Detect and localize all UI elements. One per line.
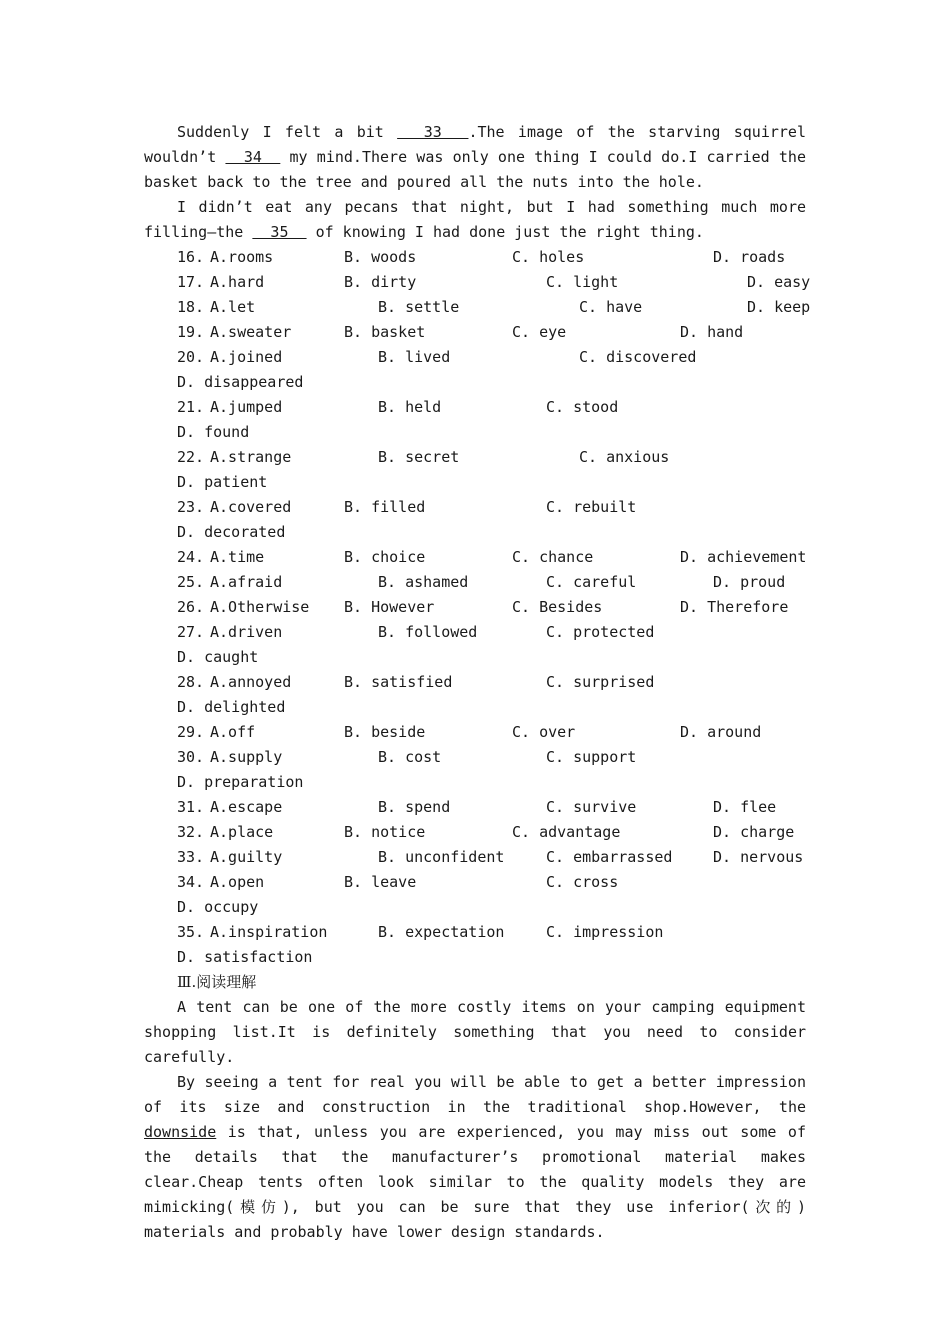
question-number: 26. [177,598,205,616]
option-b: B. ashamed [378,573,469,591]
question-number: 29. [177,723,205,741]
option-d: D. found [177,423,250,441]
question-28 [144,670,806,695]
option-b: B. settle [378,298,460,316]
option-a: A.inspiration [210,923,328,941]
option-c: C. rebuilt [546,498,637,516]
option-b: B. lived [378,348,451,366]
option-d: D. easy [747,273,811,291]
question-number: 16. [177,248,205,266]
option-d: D. keep [747,298,811,316]
option-c: C. discovered [579,348,697,366]
section-title: Ⅲ.阅读理解 [177,973,257,991]
option-d: D. satisfaction [177,948,313,966]
option-c: C. embarrassed [546,848,673,866]
option-a: A.sweater [210,323,292,341]
option-c: C. cross [546,873,619,891]
text-run: I didn’t eat any pecans that night, but I had something much more filling—the [144,198,806,241]
reading-paragraph-2 [144,1070,806,1245]
text-run: my mind.There was only one thing I could do.I carried the basket back to the tree and poured all the nuts into the hole. [144,148,806,191]
option-d: D. hand [680,323,744,341]
option-b: B. filled [344,498,426,516]
option-d: D. proud [713,573,786,591]
text-run: Suddenly I felt a bit [177,123,398,141]
question-16 [144,245,806,270]
option-c: C. holes [512,248,585,266]
option-c: C. stood [546,398,619,416]
option-a: A.jumped [210,398,283,416]
question-number: 21. [177,398,205,416]
option-c: C. over [512,723,576,741]
option-c: C. eye [512,323,567,341]
option-b: B. unconfident [378,848,505,866]
question-22 [144,445,806,470]
option-c: C. survive [546,798,637,816]
question-18 [144,295,811,320]
option-b: B. cost [378,748,442,766]
option-a: A.covered [210,498,292,516]
option-b: B. held [378,398,442,416]
question-25 [144,570,806,595]
option-d: D. delighted [177,698,286,716]
text-run: of knowing I had done just the right thing. [306,223,704,241]
option-c: C. Besides [512,598,603,616]
option-b: B. woods [344,248,417,266]
question-27 [144,620,806,645]
question-29 [144,720,806,745]
question-34 [144,870,806,895]
option-c: C. anxious [579,448,670,466]
option-d: D. roads [713,248,786,266]
blank-35: 35 [252,223,307,241]
option-a: A.rooms [210,248,274,266]
option-d: D. around [680,723,762,741]
option-c: C. have [579,298,643,316]
question-33 [144,845,806,870]
question-26 [144,595,806,620]
option-b: B. expectation [378,923,505,941]
option-a: A.open [210,873,265,891]
question-21 [144,395,806,420]
question-23 [144,495,806,520]
option-b: B. secret [378,448,460,466]
option-c: C. careful [546,573,637,591]
option-a: A.escape [210,798,283,816]
question-number: 23. [177,498,205,516]
question-number: 24. [177,548,205,566]
option-b: B. However [344,598,435,616]
option-d: D. nervous [713,848,804,866]
question-number: 22. [177,448,205,466]
option-b: B. spend [378,798,451,816]
option-a: A.afraid [210,573,283,591]
option-b: B. notice [344,823,426,841]
option-d: D. charge [713,823,795,841]
option-a: A.driven [210,623,283,641]
text-run: By seeing a tent for real you will be able to get a better impression of its size and construction in the traditional shop.However, the [144,1073,806,1116]
option-a: A.time [210,548,265,566]
option-b: B. dirty [344,273,417,291]
text-run: is that, unless you are experienced, you may miss out some of the details that the manufacturer’s promotional material makes clear.Cheap tents often look similar to the quality models they are mimicking(模仿), but you can be sure that they use inferior(次的) materials and probably have lower design standards. [144,1123,806,1241]
underlined-word-downside: downside [144,1123,217,1141]
option-c: C. impression [546,923,664,941]
option-d: D. occupy [177,898,259,916]
question-number: 20. [177,348,205,366]
passage-paragraph-2 [144,195,806,245]
option-d: D. patient [177,473,268,491]
option-a: A.supply [210,748,283,766]
option-c: C. protected [546,623,655,641]
option-c: C. light [546,273,619,291]
question-number: 28. [177,673,205,691]
option-d: D. achievement [680,548,807,566]
question-35 [144,920,806,945]
option-a: A.let [210,298,256,316]
reading-paragraph-1: A tent can be one of the more costly items on your camping equipment shopping list.It is definitely something that you need to consider carefully. [144,998,806,1066]
option-d: D. disappeared [177,373,304,391]
option-a: A.off [210,723,256,741]
document-page [144,120,811,1245]
question-number: 25. [177,573,205,591]
option-d: D. Therefore [680,598,789,616]
question-number: 30. [177,748,205,766]
option-b: B. followed [378,623,478,641]
question-number: 34. [177,873,205,891]
option-d: D. flee [713,798,777,816]
option-b: B. leave [344,873,417,891]
blank-34: 34 [225,148,281,166]
option-d: D. decorated [177,523,286,541]
question-number: 31. [177,798,205,816]
option-a: A.hard [210,273,265,291]
blank-33: 33 [397,123,469,141]
question-32 [144,820,806,845]
option-a: A.annoyed [210,673,292,691]
question-number: 32. [177,823,205,841]
question-number: 27. [177,623,205,641]
question-20 [144,345,806,370]
option-a: A.joined [210,348,283,366]
option-c: C. surprised [546,673,655,691]
option-b: B. satisfied [344,673,453,691]
question-24 [144,545,806,570]
option-c: C. advantage [512,823,621,841]
question-list [144,245,811,970]
option-b: B. basket [344,323,426,341]
question-number: 35. [177,923,205,941]
option-b: B. choice [344,548,426,566]
question-17 [144,270,811,295]
option-d: D. preparation [177,773,304,791]
option-a: A.Otherwise [210,598,310,616]
option-a: A.guilty [210,848,283,866]
question-number: 17. [177,273,205,291]
passage-paragraph-1 [144,120,806,195]
option-a: A.place [210,823,274,841]
question-number: 33. [177,848,205,866]
option-a: A.strange [210,448,292,466]
question-number: 18. [177,298,205,316]
question-31 [144,795,806,820]
question-number: 19. [177,323,205,341]
option-c: C. chance [512,548,594,566]
option-d: D. caught [177,648,259,666]
text-run: .The image of the starving squirrel wouldn’t [144,123,806,166]
question-19 [144,320,806,345]
option-c: C. support [546,748,637,766]
option-b: B. beside [344,723,426,741]
question-30 [144,745,806,770]
